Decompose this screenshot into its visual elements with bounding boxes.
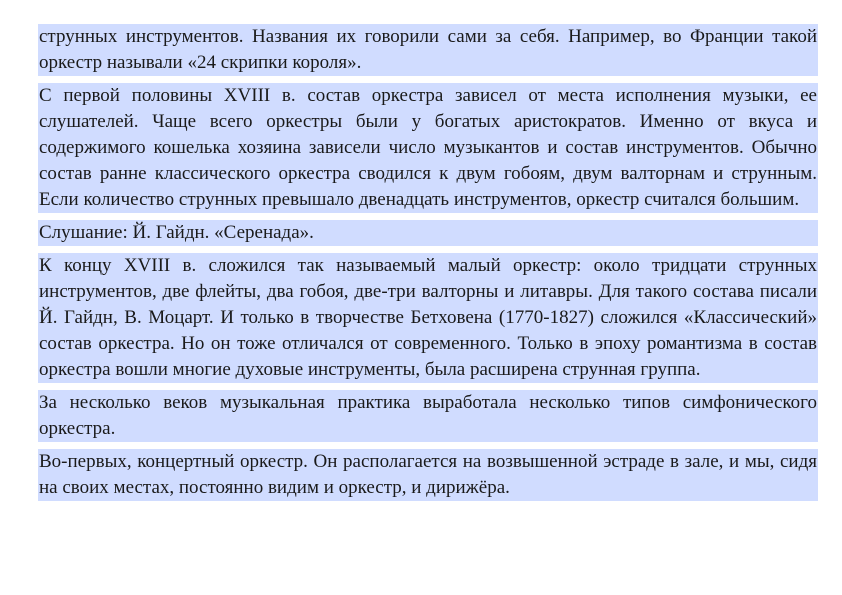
paragraph-orchestra-names: струнных инструментов. Названия их говорили сами за себя. Например, во Франции такой оркестр называли «24 скрипки короля». (38, 24, 818, 76)
paragraph-listening-haydn: Слушание: Й. Гайдн. «Серенада». (38, 220, 818, 246)
paragraph-18th-century-composition: С первой половины XVIII в. состав оркестра зависел от места исполнения музыки, ее слушателей. Чаще всего оркестры были у богатых аристократов. Именно от вкуса и содержимого кошелька хозяина зависели число музыкантов и состав инструментов. Обычно состав ранне классического оркестра сводился к двум гобоям, двум валторнам и струнным. Если количество струнных превышало двенадцать инструментов, оркестр считался большим. (38, 83, 818, 213)
paragraph-small-orchestra: К концу XVIII в. сложился так называемый малый оркестр: около тридцати струнных инструментов, две флейты, два гобоя, две-три валторны и литавры. Для такого состава писали Й. Гайдн, В. Моцарт. И только в творчестве Бетховена (1770-1827) сложился «Классический» состав оркестра. Но он тоже отличался от современного. Только в эпоху романтизма в состав оркестра вошли многие духовые инструменты, была расширена струнная группа. (38, 253, 818, 383)
slide-text-block (38, 24, 818, 501)
paragraph-concert-orchestra: Во-первых, концертный оркестр. Он располагается на возвышенной эстраде в зале, и мы, сидя на своих местах, постоянно видим и оркестр, и дирижёра. (38, 449, 818, 501)
paragraph-orchestra-types: За несколько веков музыкальная практика выработала несколько типов симфонического оркестра. (38, 390, 818, 442)
